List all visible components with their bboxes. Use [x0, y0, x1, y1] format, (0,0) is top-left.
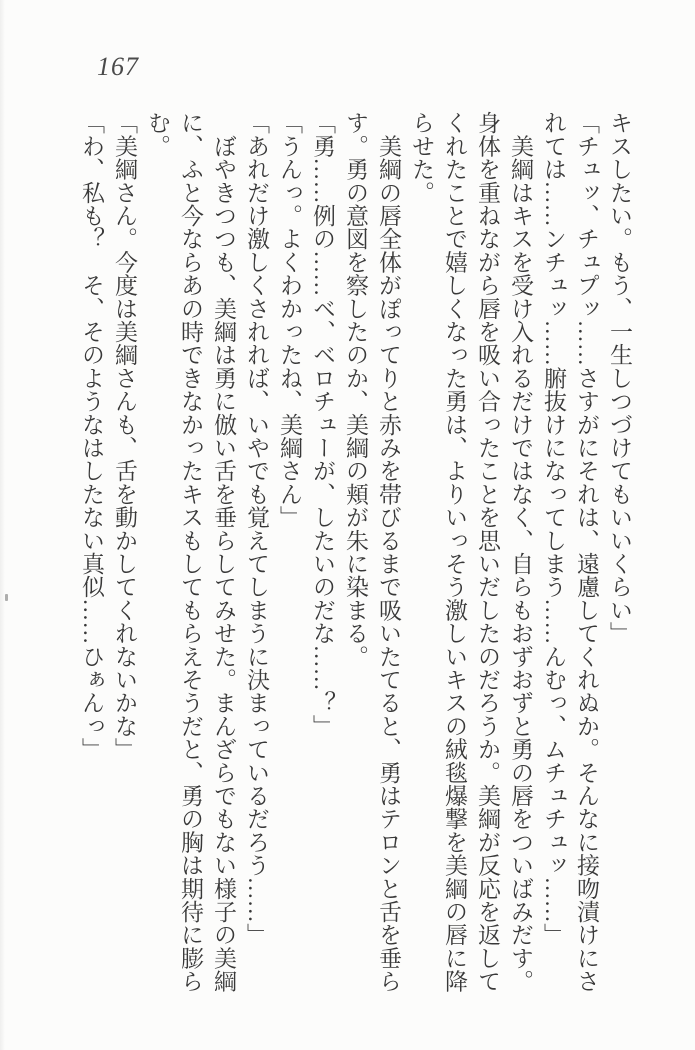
scan-speck — [5, 594, 8, 601]
text-line: 「わ、私も？ そ、そのようなはしたない真似……ひぁんっ」 — [79, 111, 104, 761]
text-line: す。勇の意図を察したのか、美綱の頬が朱に染まる。 — [343, 111, 368, 668]
text-block — [75, 111, 636, 1026]
text-line: 美綱の唇全体がぽってりと赤みを帯びるまで吸いたてると、勇はテロンと舌を垂ら — [376, 111, 401, 993]
page-edge-shading — [0, 0, 5, 1050]
text-line: 「あれだけ激しくされれば、いやでも覚えてしまうに決まっているだろう……」 — [244, 111, 269, 947]
text-line: 「勇……例の……ベ、ベロチューが、したいのだな……？」 — [310, 111, 335, 738]
text-line: キスしたい。もう、一生しつづけてもいいくらい」 — [607, 111, 632, 645]
text-line: 「チュッ、チュプッ……さすがにそれは、遠慮してくれぬか。そんなに接吻漬けにさ — [574, 111, 599, 993]
text-line: ぼやきつつも、美綱は勇に倣い舌を垂らしてみせた。まんざらでもない様子の美綱 — [211, 111, 236, 993]
text-line: 「美綱さん。今度は美綱さんも、舌を動かしてくれないかな」 — [112, 111, 137, 761]
text-line: に、ふと今ならあの時できなかったキスもしてもらえそうだと、勇の胸は期待に膨ら — [178, 111, 203, 993]
text-line: らせた。 — [409, 111, 434, 204]
page-number: 167 — [97, 52, 139, 81]
text-line: 身体を重ねながら唇を吸い合ったことを思いだしたのだろうか。美綱が反応を返して — [475, 111, 500, 993]
text-line: れては……ンチュッ……腑抜けになってしまう……んむっ、ムチュチュッ……」 — [541, 111, 566, 947]
text-line: 「うんっ。よくわかったね、美綱さん」 — [277, 111, 302, 529]
text-line: む。 — [145, 111, 170, 158]
text-line: くれたことで嬉しくなった勇は、よりいっそう激しいキスの絨毯爆撃を美綱の唇に降 — [442, 111, 467, 993]
text-line: 美綱はキスを受け入れるだけではなく、自らもおずおずと勇の唇をついばみだす。 — [508, 111, 533, 993]
